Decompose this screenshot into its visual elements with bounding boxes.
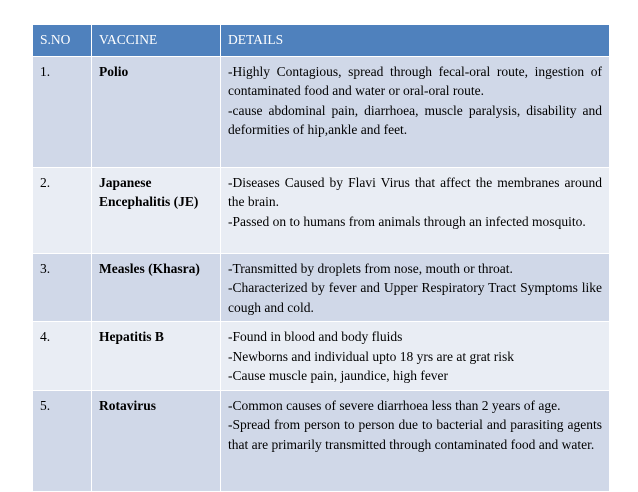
row-details: [221, 322, 610, 391]
row-sno: 4.: [33, 322, 92, 391]
row-vaccine: Measles (Khasra): [92, 253, 221, 322]
row-sno: 5.: [33, 390, 92, 491]
detail-line: -Highly Contagious, spread through fecal-oral route, ingestion of contaminated food and water or oral-oral route.: [228, 63, 602, 98]
detail-line: -Characterized by fever and Upper Respiratory Tract Symptoms like cough and cold.: [228, 280, 602, 315]
table-row: [33, 253, 610, 322]
table-row: [33, 390, 610, 491]
row-details: [221, 167, 610, 253]
detail-line: -Diseases Caused by Flavi Virus that affect the membranes around the brain.: [228, 174, 602, 209]
detail-line: -Newborns and individual upto 18 yrs are at grat risk: [228, 348, 515, 364]
detail-line: -Common causes of severe diarrhoea less than 2 years of age.: [228, 397, 561, 413]
row-sno: 3.: [33, 253, 92, 322]
row-sno: 1.: [33, 56, 92, 167]
row-vaccine: Polio: [92, 56, 221, 167]
detail-line: -Cause muscle pain, jaundice, high fever: [228, 368, 449, 383]
table-row: [33, 167, 610, 253]
header-vaccine: VACCINE: [92, 25, 221, 57]
table-row: [33, 56, 610, 167]
detail-line: -Passed on to humans from animals through an infected mosquito.: [228, 213, 586, 229]
vaccine-table: [32, 24, 610, 492]
detail-line: -Transmitted by droplets from nose, mouth or throat.: [228, 260, 513, 276]
row-sno: 2.: [33, 167, 92, 253]
row-details: [221, 390, 610, 491]
row-vaccine: Hepatitis B: [92, 322, 221, 391]
detail-line: -cause abdominal pain, diarrhoea, muscle paralysis, disability and deformities of hip,ankle and feet.: [228, 102, 602, 137]
detail-line: -Spread from person to person due to bacterial and parasiting agents that are primarily transmitted through contaminated food and water.: [228, 417, 602, 452]
detail-line: -Found in blood and body fluids: [228, 329, 403, 344]
vaccine-name: Japanese Encephalitis (JE): [99, 174, 199, 209]
header-row: [33, 25, 610, 57]
row-details: [221, 253, 610, 322]
table-row: [33, 322, 610, 391]
header-details: DETAILS: [221, 25, 610, 57]
row-vaccine: [92, 167, 221, 253]
row-vaccine: Rotavirus: [92, 390, 221, 491]
row-details: [221, 56, 610, 167]
header-sno: S.NO: [33, 25, 92, 57]
